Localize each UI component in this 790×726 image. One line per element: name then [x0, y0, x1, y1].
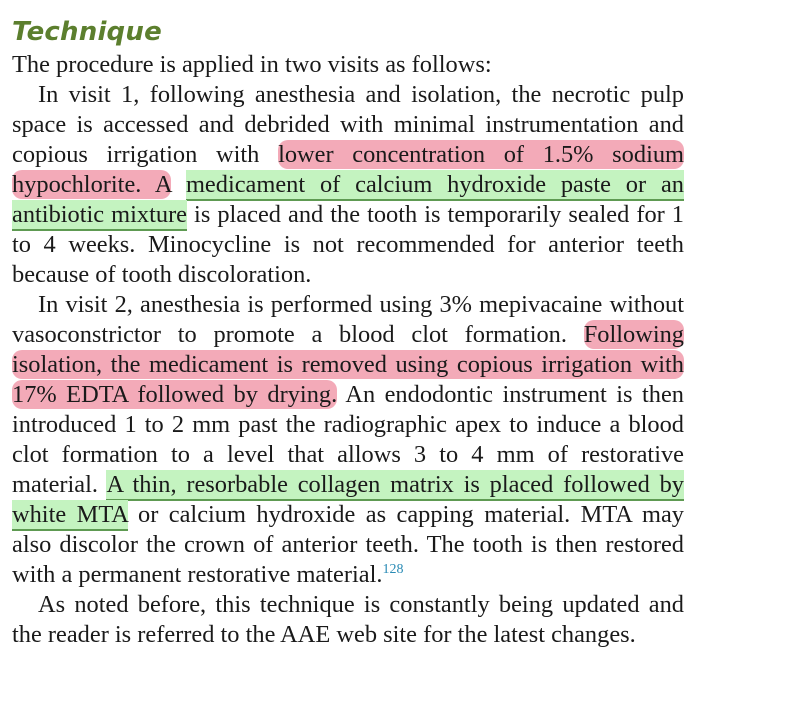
section-heading: Technique — [12, 17, 162, 47]
visit2-red-highlight: Following isolation, the medicament is removed using copious irrigation with 17% EDTA followed by drying. — [12, 321, 684, 408]
visit1-red-highlight: lower concentration of 1.5% sodium hypochlorite. A — [12, 141, 685, 198]
visit2-text-3: or calcium hydroxide as capping material. MTA may also discolor the crown of anterior teeth. The tooth is then restored with a permanent restorative material. — [12, 501, 684, 588]
document-page — [12, 14, 684, 650]
intro-paragraph: The procedure is applied in two visits as follows: — [12, 51, 492, 78]
visit2-text-2: An endodontic instrument is then introduced 1 to 2 mm past the radiographic apex to induce a blood clot formation to a level that allows 3 to 4 mm of restorative material. — [12, 381, 684, 498]
visit1-text-3: is placed and the tooth is temporarily sealed for 1 to 4 weeks. Minocycline is not recommended for anterior teeth because of tooth discoloration. — [12, 201, 684, 288]
visit2-text-1: In visit 2, anesthesia is performed using 3% mepivacaine without vasoconstrictor to promote a blood clot formation. — [12, 291, 684, 348]
visit1-text-2 — [171, 171, 186, 198]
visit2-green-highlight: A thin, resorbable collagen matrix is placed followed by white MTA — [12, 470, 684, 531]
visit1-green-highlight: medicament of calcium hydroxide paste or an antibiotic mixture — [12, 170, 684, 231]
reference-link[interactable]: 128 — [382, 561, 404, 577]
visit1-text-1: In visit 1, following anesthesia and isolation, the necrotic pulp space is accessed and debrided with minimal instrumentation and copious irrigation with — [12, 81, 684, 168]
closing-paragraph: As noted before, this technique is constantly being updated and the reader is referred to the AAE web site for the latest changes. — [12, 591, 684, 648]
visit2-paragraph — [12, 290, 684, 590]
visit1-paragraph — [12, 80, 684, 290]
